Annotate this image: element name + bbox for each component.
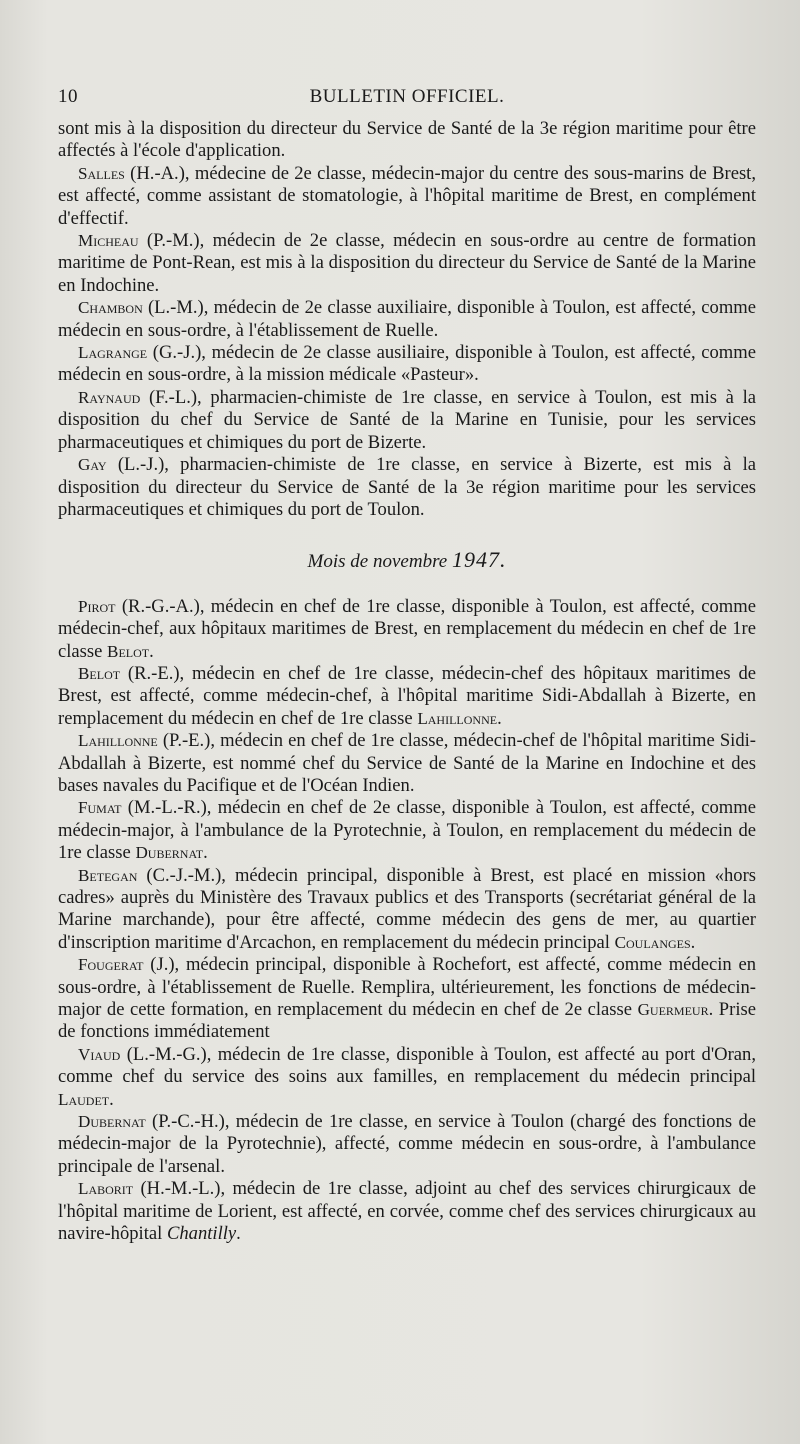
running-head: BULLETIN OFFICIEL. [309, 86, 505, 107]
entry-paragraph: Gay (L.-J.), pharmacien-chimiste de 1re classe, en service à Bizerte, est mis à la disposition du directeur du Service de Santé de la 3e région maritime pour les services pharmaceutiques et chimiques du port de Toulon. [58, 454, 756, 520]
officer-name: Laborit [78, 1179, 134, 1199]
officer-name: Micheau [78, 231, 139, 251]
entry-paragraph: Dubernat (P.-C.-H.), médecin de 1re classe, en service à Toulon (chargé des fonctions de médecin-major de la Pyrotechnie), affecté, comme médecin en sous-ordre, à l'ambulance principale de l'arsenal. [58, 1111, 756, 1177]
referenced-name: Guermeur [637, 1000, 709, 1020]
officer-name: Betegan [78, 865, 138, 885]
entry-paragraph: Chambon (L.-M.), médecin de 2e classe auxiliaire, disponible à Toulon, est affecté, comme médecin en sous-ordre, à l'établissement de Ruelle. [58, 297, 756, 341]
paragraph-continuation: sont mis à la disposition du directeur du Service de Santé de la 3e région maritime pour être affectés à l'école d'application. [58, 118, 756, 162]
referenced-name: Laudet [58, 1089, 110, 1109]
officer-name: Dubernat [78, 1112, 146, 1132]
entry-paragraph: Raynaud (F.-L.), pharmacien-chimiste de 1re classe, en service à Toulon, est mis à la disposition du chef du Service de Santé de la Marine en Tunisie, pour les services pharmaceutiques et chimiques du port de Bizerte. [58, 386, 756, 453]
referenced-name: Belot [107, 641, 150, 661]
entry-paragraph: Lahillonne (P.-E.), médecin en chef de 1re classe, médecin-chef de l'hôpital maritime Sidi-Abdallah à Bizerte, est nommé chef du Service de Santé de la Marine en Indochine et des bases navales du Pacifique et de l'Océan Indien. [58, 730, 756, 796]
entry-paragraph: Fumat (M.-L.-R.), médecin en chef de 2e classe, disponible à Toulon, est affecté, comme médecin-major, à l'ambulance de la Pyrotechnie, à Toulon, en remplacement du médecin de 1re classe Dubernat. [58, 797, 756, 864]
officer-name: Salles [78, 163, 125, 183]
entry-paragraph: Micheau (P.-M.), médecin de 2e classe, médecin en sous-ordre au centre de formation maritime de Pont-Rean, est mis à la disposition du directeur du Service de Santé de la Marine en Indochine. [58, 230, 756, 296]
officer-name: Pirot [78, 596, 116, 616]
entry-paragraph: Belot (R.-E.), médecin en chef de 1re classe, médecin-chef des hôpitaux maritimes de Brest, est affecté, comme médecin-chef, à l'hôpital maritime Sidi-Abdallah à Bizerte, en remplacement du médecin en chef de 1re classe Lahillonne. [58, 662, 756, 729]
referenced-name: Lahillonne [417, 708, 498, 728]
entry-paragraph: Salles (H.-A.), médecine de 2e classe, médecin-major du centre des sous-marins de Brest, est affecté, comme assistant de stomatologie, à l'hôpital maritime de Brest, en complément d'effectif. [58, 162, 756, 229]
entry-paragraph: Viaud (L.-M.-G.), médecin de 1re classe, disponible à Toulon, est affecté au port d'Oran, comme chef du service des soins aux familles, en remplacement du médecin principal Laudet. [58, 1043, 756, 1110]
officer-name: Gay [78, 455, 107, 475]
page-header [58, 86, 756, 118]
entry-paragraph: Betegan (C.-J.-M.), médecin principal, disponible à Brest, est placé en mission «hors cadres» auprès du Ministère des Travaux publics et des Transports (secrétariat général de la Marine marchande), pour être affecté, comme médecin des gens de mer, au quartier d'inscription maritime d'Arcachon, en remplacement du médecin principal Coulanges. [58, 864, 756, 953]
entry-paragraph: Laborit (H.-M.-L.), médecin de 1re classe, adjoint au chef des services chirurgicaux de l'hôpital maritime de Lorient, est affecté, en corvée, comme chef des services chirurgicaux au navire-hôpital Chantilly. [58, 1178, 756, 1245]
page-number: 10 [58, 86, 78, 107]
referenced-name: Coulanges [614, 932, 691, 952]
entry-paragraph: Pirot (R.-G.-A.), médecin en chef de 1re classe, disponible à Toulon, est affecté, comme médecin-chef, aux hôpitaux maritimes de Brest, en remplacement du médecin en chef de 1re classe Belot. [58, 595, 756, 662]
officer-name: Lahillonne [78, 731, 158, 751]
officer-name: Belot [78, 663, 121, 683]
section-year: 1947. [451, 547, 507, 573]
officer-name: Lagrange [78, 343, 148, 363]
officer-name: Chambon [78, 298, 143, 318]
ship-name: Chantilly [166, 1223, 237, 1245]
officer-name: Fumat [78, 798, 122, 818]
officer-name: Fougerat [78, 955, 144, 975]
officer-name: Viaud [78, 1044, 121, 1064]
section-heading: Mois de novembre 1947. [307, 547, 507, 573]
entry-paragraph: Fougerat (J.), médecin principal, disponible à Rochefort, est affecté, comme médecin en sous-ordre, à l'établissement de Ruelle. Remplira, ultérieurement, les fonctions de médecin-major de cette formation, en remplacement du médecin en chef de 2e classe Guermeur. Prise de fonctions immédiatement [58, 954, 756, 1043]
body-text [58, 118, 756, 1246]
referenced-name: Dubernat [135, 843, 204, 863]
officer-name: Raynaud [78, 387, 141, 407]
entry-paragraph: Lagrange (G.-J.), médecin de 2e classe ausiliaire, disponible à Toulon, est affecté, comme médecin en sous-ordre, à la mission médicale «Pasteur». [58, 342, 756, 386]
